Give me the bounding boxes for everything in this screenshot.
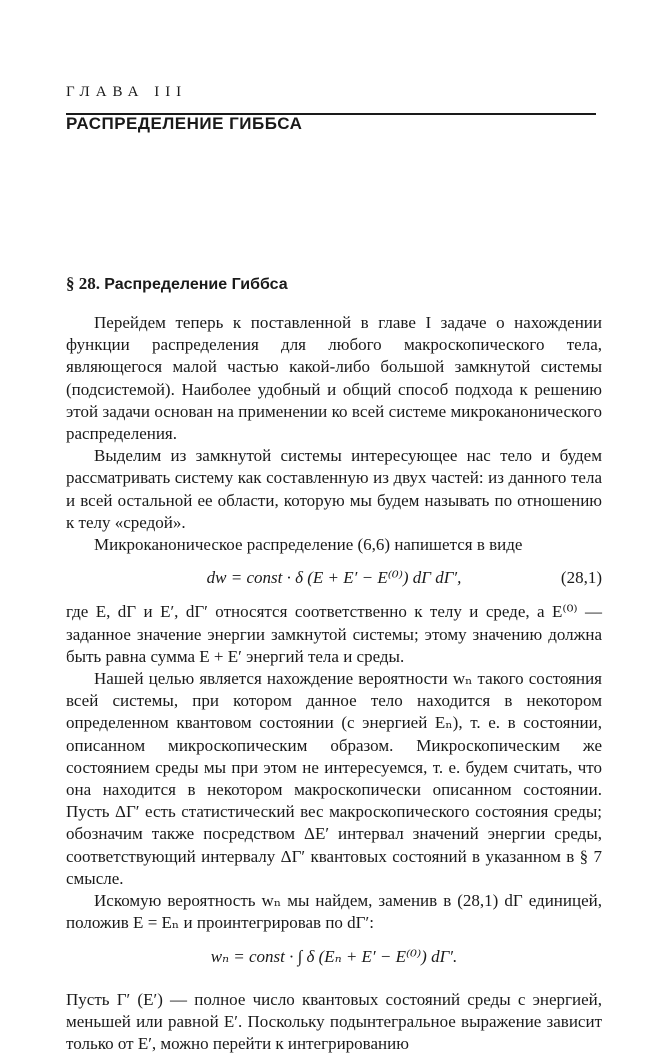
section-title: Распределение Гиббса [104,276,288,293]
formula-28-1 [66,567,602,589]
paragraph: Нашей целью является нахождение вероятности wₙ такого состояния всей системы, при котором данное тело находится в некотором определенном квантовом состоянии (с энергией Eₙ), т. е. в состоянии, описанном микроскопическим образом. Микроскопическим же состоянием среды мы при этом не интересуемся, т. е. будем считать, что она находится в некотором макроскопически описанном состоянии. Пусть ΔΓ′ есть статистический вес макроскопического состояния среды; обозначим также посредством ΔE′ интервал значений энергии среды, соответствующий интервалу ΔΓ′ квантовых состояний в указанном в § 7 смысле. [66,669,602,888]
formula-text: dw = const · δ (E + E′ − E⁽⁰⁾) dΓ dΓ′, [206,568,462,588]
formula-wn [66,946,602,968]
formula-text: wₙ = const · ∫ δ (Eₙ + E′ − E⁽⁰⁾) dΓ′. [210,947,458,967]
equation-number: (28,1) [560,568,602,588]
chapter-title: РАСПРЕДЕЛЕНИЕ ГИББСА [66,114,303,133]
body-text [66,312,602,1055]
section-number: § 28. [66,274,100,293]
paragraph: где E, dΓ и E′, dΓ′ относятся соответственно к телу и среде, а E⁽⁰⁾ — заданное значение энергии замкнутой системы; этому значению должна быть равна сумма E + E′ энергий тела и среды. [66,602,602,666]
paragraph: Искомую вероятность wₙ мы найдем, заменив в (28,1) dΓ единицей, положив E = Eₙ и проинтегрировав по dΓ′: [66,891,602,933]
paragraph: Перейдем теперь к поставленной в главе I задаче о нахождении функции распределения для любого макроскопического тела, являющегося малой частью какой-либо большой замкнутой системы (подсистемой). Наиболее удобный и общий способ подхода к решению этой задачи основан на применении ко всей системе микроканонического распределения. [66,313,602,444]
paragraph: Микроканоническое распределение (6,6) напишется в виде [94,535,523,555]
chapter-label: ГЛАВА III [66,84,188,100]
paragraph: Выделим из замкнутой системы интересующее нас тело и будем рассматривать систему как составленную из двух частей: из данного тела и всей остальной ее области, которую мы будем называть по отношению к телу «средой». [66,446,602,532]
paragraph: Пусть Γ′ (E′) — полное число квантовых состояний среды с энергией, меньшей или равной E′. Поскольку подынтегральное выражение зависит только от E′, можно перейти к интегрированию [66,989,602,1054]
section-heading [66,274,288,294]
